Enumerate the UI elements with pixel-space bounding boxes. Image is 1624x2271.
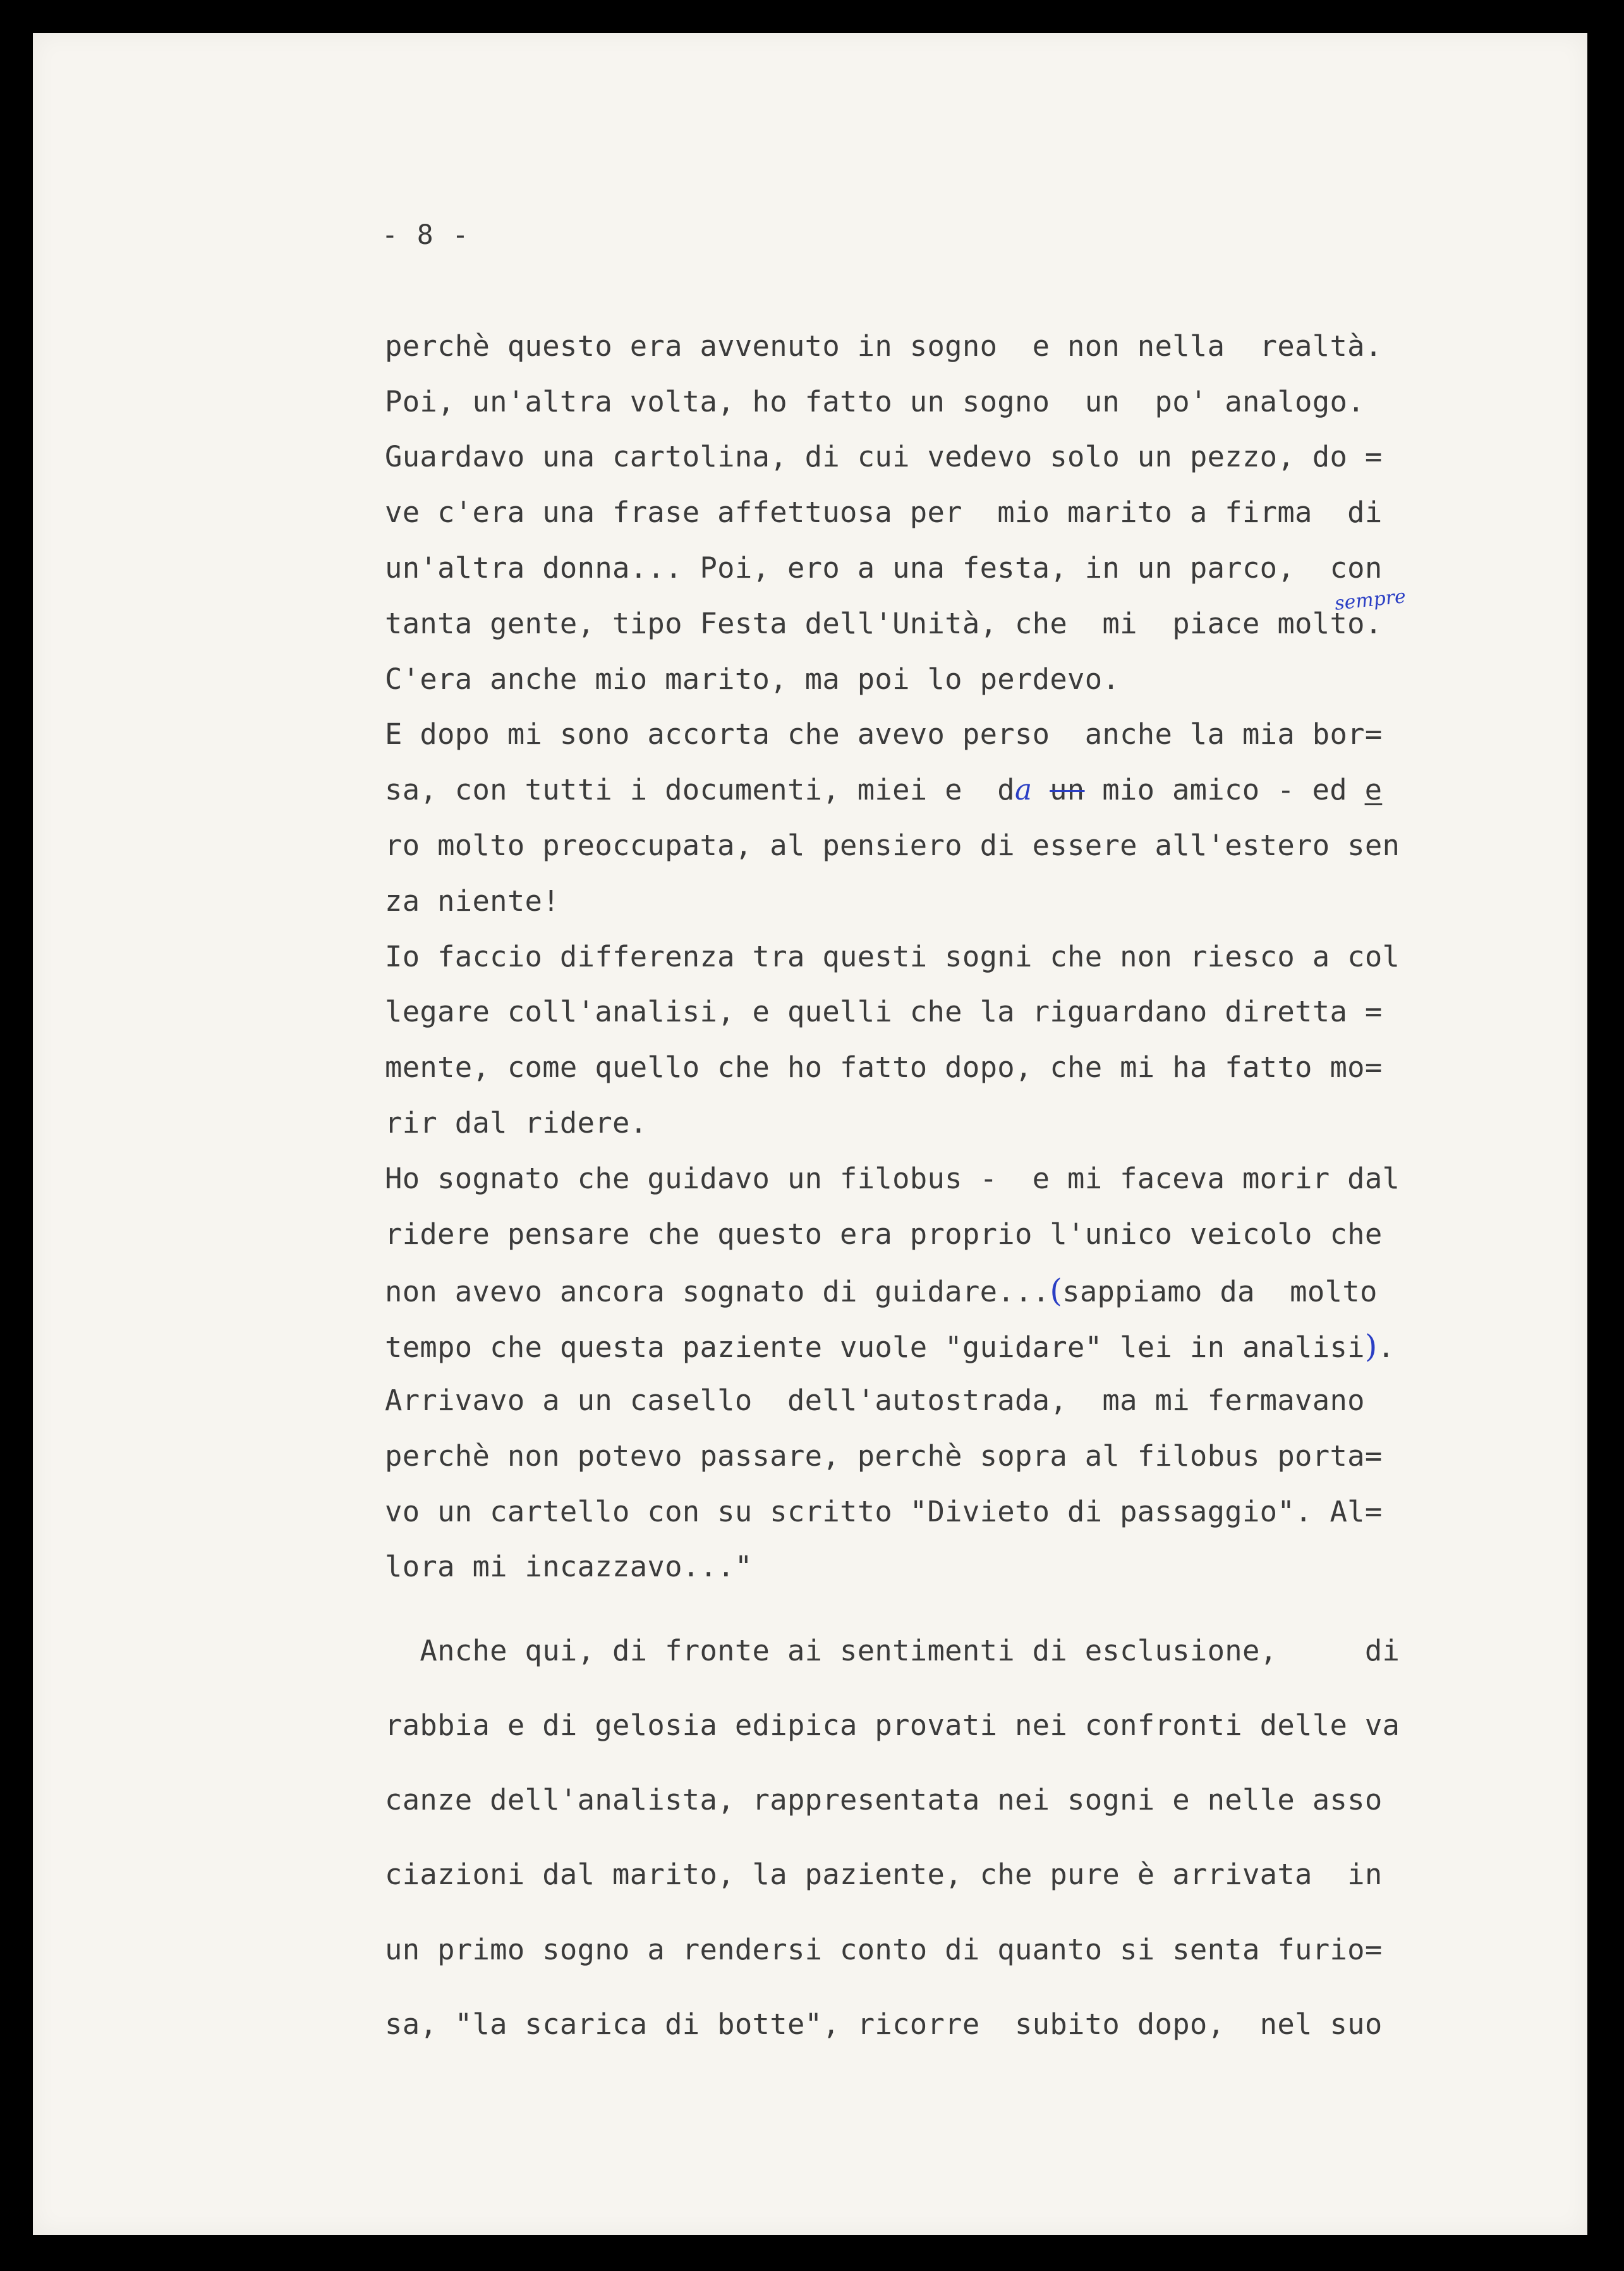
text-line: perchè non potevo passare, perchè sopra al filobus porta= bbox=[385, 1439, 1383, 1473]
text-line: rabbia e di gelosia edipica provati nei confronti delle va bbox=[385, 1708, 1400, 1742]
text-line-with-parenthesis bbox=[385, 1328, 1395, 1365]
text-segment: sa, con tutti i documenti, miei e d bbox=[385, 773, 1015, 807]
text-line: rir dal ridere. bbox=[385, 1106, 648, 1140]
text-line: perchè questo era avvenuto in sogno e non nella realtà. bbox=[385, 329, 1383, 363]
text-line: Poi, un'altra volta, ho fatto un sogno un po' analogo. bbox=[385, 385, 1365, 418]
document-page bbox=[33, 33, 1587, 2235]
struck-word: un bbox=[1050, 773, 1085, 807]
text-line-with-parenthesis bbox=[385, 1272, 1378, 1309]
text-line: un primo sogno a rendersi conto di quanto si senta furio= bbox=[385, 1933, 1383, 1966]
page-number: - 8 - bbox=[382, 219, 470, 251]
text-line-with-correction bbox=[385, 773, 1383, 807]
text-line: lora mi incazzavo..." bbox=[385, 1550, 753, 1583]
underlined-letter: e bbox=[1364, 773, 1383, 807]
text-line: un'altra donna... Poi, ero a una festa, in un parco, con bbox=[385, 551, 1383, 585]
text-segment: sappiamo da molto bbox=[1062, 1275, 1378, 1308]
text-line: Io faccio differenza tra questi sogni che non riesco a col bbox=[385, 940, 1400, 973]
text-line: mente, come quello che ho fatto dopo, che mi ha fatto mo= bbox=[385, 1050, 1383, 1084]
text-segment: non avevo ancora sognato di guidare... bbox=[385, 1275, 1050, 1308]
text-line: za niente! bbox=[385, 884, 560, 918]
handwritten-parenthesis: ) bbox=[1364, 1328, 1378, 1365]
text-line: canze dell'analista, rappresentata nei sogni e nelle asso bbox=[385, 1783, 1383, 1817]
text-line: ro molto preoccupata, al pensiero di essere all'estero sen bbox=[385, 829, 1400, 862]
text-segment: tempo che questa paziente vuole "guidare" lei in analisi bbox=[385, 1330, 1365, 1364]
text-line: vo un cartello con su scritto "Divieto di passaggio". Al= bbox=[385, 1495, 1383, 1528]
text-line: Ho sognato che guidavo un filobus - e mi faceva morir dal bbox=[385, 1162, 1400, 1195]
text-line: tanta gente, tipo Festa dell'Unità, che mi piace molto. bbox=[385, 607, 1383, 640]
handwritten-parenthesis: ( bbox=[1050, 1272, 1063, 1309]
text-line: ciazioni dal marito, la paziente, che pure è arrivata in bbox=[385, 1858, 1383, 1891]
handwritten-annotation: sempre bbox=[1333, 585, 1407, 615]
text-line: Anche qui, di fronte ai sentimenti di esclusione, di bbox=[385, 1634, 1400, 1667]
text-line: sa, "la scarica di botte", ricorre subito dopo, nel suo bbox=[385, 2007, 1383, 2041]
text-line: Guardavo una cartolina, di cui vedevo solo un pezzo, do = bbox=[385, 440, 1383, 473]
handwritten-correction: a bbox=[1014, 773, 1033, 807]
text-line: Arrivavo a un casello dell'autostrada, ma mi fermavano bbox=[385, 1384, 1365, 1417]
text-line: ve c'era una frase affettuosa per mio marito a firma di bbox=[385, 496, 1383, 529]
text-line: C'era anche mio marito, ma poi lo perdevo. bbox=[385, 662, 1120, 696]
text-line: E dopo mi sono accorta che avevo perso anche la mia bor= bbox=[385, 717, 1383, 751]
text-segment: mio amico - ed bbox=[1084, 773, 1365, 807]
text-line: ridere pensare che questo era proprio l'unico veicolo che bbox=[385, 1217, 1383, 1251]
text-segment: . bbox=[1377, 1330, 1395, 1364]
text-line: legare coll'analisi, e quelli che la riguardano diretta = bbox=[385, 995, 1383, 1028]
